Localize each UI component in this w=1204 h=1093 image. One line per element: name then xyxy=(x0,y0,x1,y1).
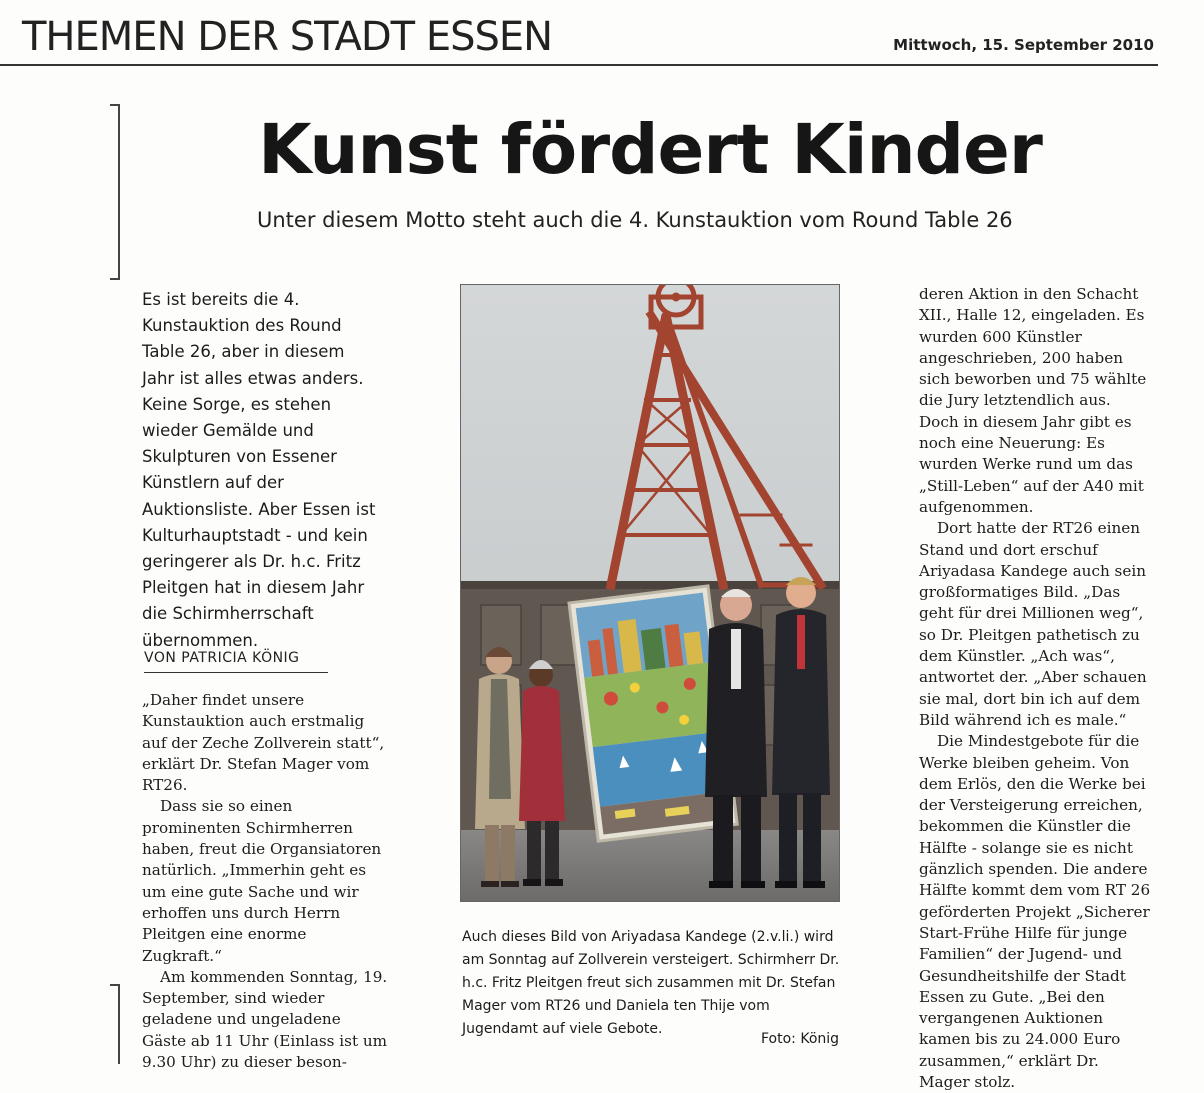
article-photo xyxy=(460,284,840,902)
photo-credit: Foto: König xyxy=(761,1031,840,1047)
body-column-right xyxy=(919,284,1153,1093)
article-headline: Kunst fördert Kinder xyxy=(258,110,1042,190)
section-rubric: THEMEN DER STADT ESSEN xyxy=(22,14,553,60)
article-subheadline: Unter diesem Motto steht auch die 4. Kunstauktion vom Round Table 26 xyxy=(257,208,1013,232)
author-byline: VON PATRICIA KÖNIG xyxy=(144,650,328,673)
body-paragraph: Am kommenden Sonntag, 19. September, sind wieder geladene und ungeladene Gäste ab 11 Uhr (Einlass ist um 9.30 Uhr) zu dieser beson- xyxy=(142,967,388,1072)
body-paragraph: Die Mindestgebote für die Werke bleiben geheim. Von dem Erlös, den die Werke bei der Versteigerung erreichen, bekommen die Künstler die Hälfte - solange sie es nicht gänzlich spenden. Die andere Hälfte kommt dem vom RT 26 geförderten Projekt „Sicherer Start-Frühe Hilfe für junge Familien“ der Jugend- und Gesundheitshilfe der Stadt Essen zu Gute. „Bei den vergangenen Auktionen kamen bis zu 24.000 Euro zusammen,“ erklärt Dr. Mager stolz. xyxy=(919,732,1151,1091)
photo-caption: Auch dieses Bild von Ariyadasa Kandege (2.v.li.) wird am Sonntag auf Zollverein versteigert. Schirmherr Dr. h.c. Fritz Pleitgen freut sich zusammen mit Dr. Stefan Mager vom RT26 und Daniela ten Thije vom Jugendamt auf viele Gebote. xyxy=(462,929,840,1037)
body-paragraph: „Daher findet unsere Kunstauktion auch erstmalig auf der Zeche Zollverein statt“, erklärt Dr. Stefan Mager vom RT26. xyxy=(142,691,385,795)
article-intro: Es ist bereits die 4. Kunstauktion des Round Table 26, aber in diesem Jahr ist alles etwas anders. Keine Sorge, es stehen wieder Gemälde und Skulpturen von Essener Künstlern auf der Auktionsliste. Aber Essen ist Kulturhauptstadt - und kein geringerer als Dr. h.c. Fritz Pleitgen hat in diesem Jahr die Schirmherrschaft übernommen. xyxy=(142,290,376,650)
column-rule-tick xyxy=(110,104,120,106)
column-rule-tick xyxy=(110,984,120,986)
photo-illustration xyxy=(461,285,839,901)
column-rule-tick xyxy=(110,278,120,280)
body-paragraph: deren Aktion in den Schacht XII., Halle 12, eingeladen. Es wurden 600 Künstler angeschrieben, 200 haben sich beworben und 75 wählte die Jury letztendlich aus. Doch in diesem Jahr gibt es noch eine Neuerung: Es wurden Werke rund um das „Still-Leben“ auf der A40 mit aufgenommen. xyxy=(919,285,1147,516)
body-paragraph: Dass sie so einen prominenten Schirmherren haben, freut die Organsiatoren natürlich. „Immerhin geht es um eine gute Sache und wir erhoffen uns durch Herrn Pleitgen eine enorme Zugkraft.“ xyxy=(142,797,382,965)
body-paragraph: Dort hatte der RT26 einen Stand und dort erschuf Ariyadasa Kandege auch sein großformatiges Bild. „Das geht für drei Millionen weg“, so Dr. Pleitgen pathetisch zu dem Künstler. „Ach was“, antwortet der. „Aber schauen sie mal, dort bin ich auf dem Bild während ich es male.“ xyxy=(919,519,1147,729)
masthead-divider xyxy=(0,64,1158,66)
issue-date: Mittwoch, 15. September 2010 xyxy=(893,36,1154,54)
column-rule-bottom xyxy=(118,984,120,1064)
body-column-left xyxy=(142,690,388,1073)
